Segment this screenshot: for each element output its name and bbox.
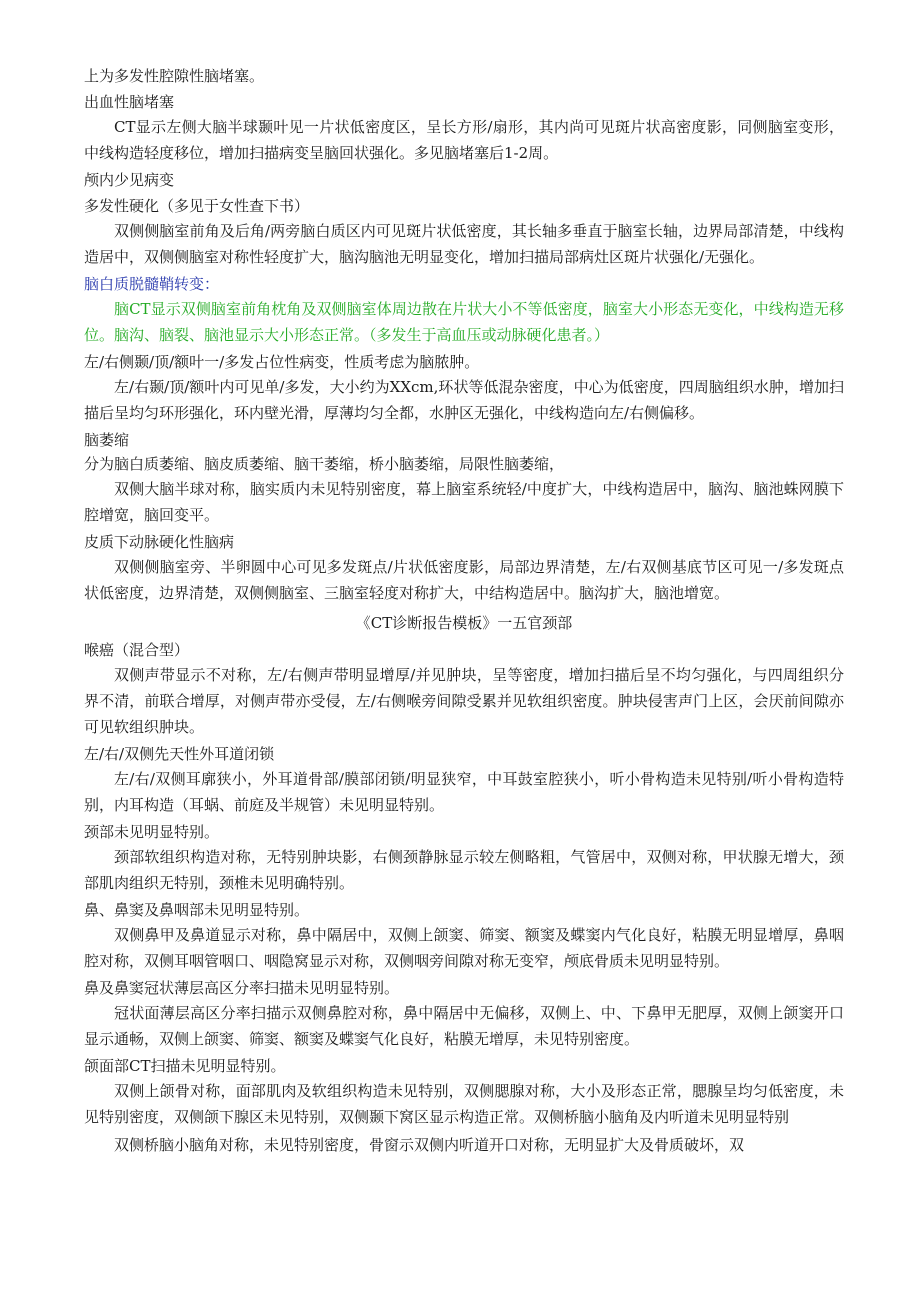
heading-hemorrhagic-infarction: 出血性脑堵塞: [84, 93, 175, 111]
paragraph-maxillofacial: 双侧上颌骨对称，面部肌肉及软组织构造未见特别，双侧腮腺对称，大小及形态正常，腮腺呈均匀低密度，未见特别密度，双侧颌下腺区未见特别，双侧颞下窝区显示构造正常。双侧桥脑小脑角及内听道未见明显特别: [84, 1082, 844, 1126]
paragraph-neck-normal: 颈部软组织构造对称，无特别肿块影，右侧颈静脉显示较左侧略粗，气管居中，双侧对称，甲状腺无增大，颈部肌肉组织无特别，颈椎未见明确特别。: [84, 848, 844, 892]
paragraph-laryngeal-cancer: 双侧声带显示不对称，左/右侧声带明显增厚/并见肿块，呈等密度，增加扫描后呈不均匀强化，与四周组织分界不清，前联合增厚，对侧声带亦受侵，左/右侧喉旁间隙受累并见软组织密度。肿块侵害声门上区，会厌前间隙亦可见软组织肿块。: [84, 666, 844, 736]
heading-rare-lesions: 颅内少见病变: [84, 171, 175, 189]
paragraph-multiple-sclerosis: 双侧侧脑室前角及后角/两旁脑白质区内可见斑片状低密度，其长轴多垂直于脑室长轴，边界局部清楚，中线构造居中，双侧侧脑室对称性轻度扩大，脑沟脑池无明显变化，增加扫描局部病灶区斑片状强化/无强化。: [84, 222, 844, 266]
heading-nose-normal: 鼻、鼻窦及鼻咽部未见明显特别。: [84, 901, 310, 919]
line-atrophy-types: 分为脑白质萎缩、脑皮质萎缩、脑干萎缩，桥小脑萎缩，局限性脑萎缩，: [84, 455, 565, 473]
paragraph-ear-atresia: 左/右/双侧耳廓狭小，外耳道骨部/膜部闭锁/明显狭窄，中耳鼓室腔狭小，听小骨构造未见特别/听小骨构造特别，内耳构造（耳蜗、前庭及半规管）未见明显特别。: [84, 770, 844, 814]
paragraph-leukoencephalopathy: 脑CT显示双侧脑室前角枕角及双侧脑室体周边散在片状大小不等低密度，脑室大小形态无变化，中线构造无移位。脑沟、脑裂、脑池显示大小形态正常。（多发生于高血压或动脉硬化患者。）: [84, 300, 844, 344]
paragraph-binswanger: 双侧侧脑室旁、半卵圆中心可见多发斑点/片状低密度影，局部边界清楚，左/右双侧基底节区可见一/多发斑点状低密度，边界清楚，双侧侧脑室、三脑室轻度对称扩大，中结构造居中。脑沟扩大，脑池增宽。: [84, 558, 844, 602]
heading-multiple-sclerosis: 多发性硬化（多见于女性查下书）: [84, 197, 310, 215]
paragraph-cpa: 双侧桥脑小脑角对称，未见特别密度，骨窗示双侧内听道开口对称，无明显扩大及骨质破坏，双: [114, 1136, 745, 1154]
paragraph-tail: 上为多发性腔隙性脑堵塞。: [84, 67, 265, 85]
heading-maxillofacial: 颌面部CT扫描未见明显特别。: [84, 1057, 286, 1075]
heading-binswanger: 皮质下动脉硬化性脑病: [84, 533, 235, 551]
paragraph-hemorrhagic-infarction: CT显示左侧大脑半球颞叶见一片状低密度区，呈长方形/扇形，其内尚可见斑片状高密度影，同侧脑室变形，中线构造轻度移位，增加扫描病变呈脑回状强化。多见脑堵塞后1-2周。: [84, 118, 844, 162]
heading-leukoencephalopathy: 脑白质脱髓鞘转变：: [84, 275, 220, 293]
heading-brain-abscess: 左/右侧颞/顶/额叶一/多发占位性病变，性质考虑为脑脓肿。: [84, 353, 480, 371]
paragraph-brain-abscess: 左/右颞/顶/额叶内可见单/多发，大小约为XXcm,环状等低混杂密度，中心为低密度，四周脑组织水肿，增加扫描后呈均匀环形强化，环内壁光滑，厚薄均匀全都，水肿区无强化，中线构造向左/右侧偏移。: [84, 378, 844, 422]
section-title: 《CT诊断报告模板》一五官颈部: [355, 614, 573, 632]
document-page: [84, 64, 844, 1160]
paragraph-nose-normal: 双侧鼻甲及鼻道显示对称，鼻中隔居中，双侧上颌窦、筛窦、额窦及蝶窦内气化良好，粘膜无明显增厚，鼻咽腔对称，双侧耳咽管咽口、咽隐窝显示对称，双侧咽旁间隙对称无变窄，颅底骨质未见明显特别。: [84, 926, 844, 970]
paragraph-brain-atrophy: 双侧大脑半球对称，脑实质内未见特别密度，幕上脑室系统轻/中度扩大，中线构造居中，脑沟、脑池蛛网膜下腔增宽，脑回变平。: [84, 480, 844, 524]
heading-neck-normal: 颈部未见明显特别。: [84, 823, 220, 841]
paragraph-coronal-scan: 冠状面薄层高区分率扫描示双侧鼻腔对称，鼻中隔居中无偏移，双侧上、中、下鼻甲无肥厚，双侧上颌窦开口显示通畅，双侧上颌窦、筛窦、额窦及蝶窦气化良好，粘膜无增厚，未见特别密度。: [84, 1004, 844, 1048]
heading-laryngeal-cancer: 喉癌（混合型）: [84, 641, 190, 659]
heading-brain-atrophy: 脑萎缩: [84, 431, 130, 449]
heading-coronal-scan: 鼻及鼻窦冠状薄层高区分率扫描未见明显特别。: [84, 979, 400, 997]
heading-ear-atresia: 左/右/双侧先天性外耳道闭锁: [84, 745, 275, 763]
